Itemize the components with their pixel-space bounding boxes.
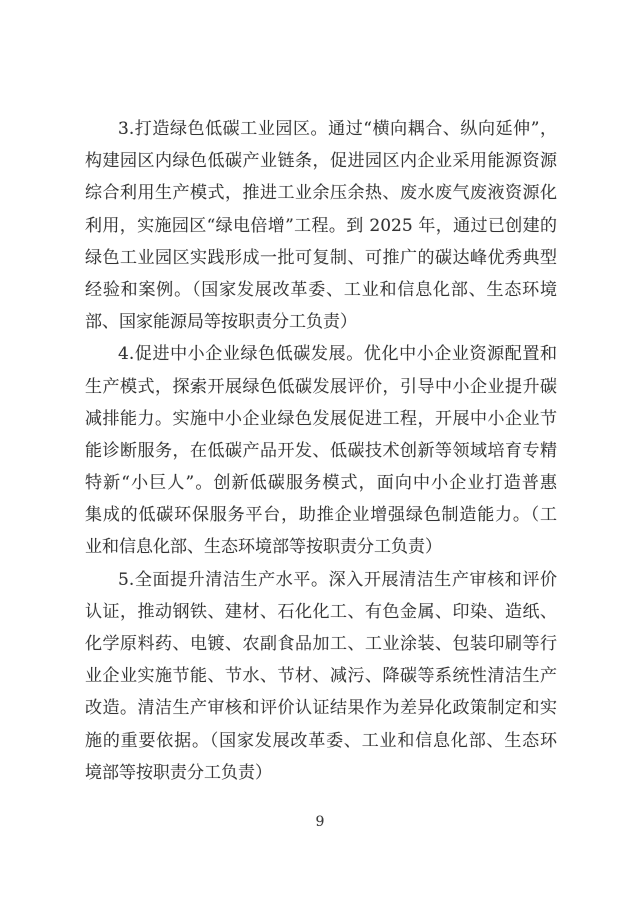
text-line: 业和信息化部、生态环境部等按职责分工负责） [85, 537, 442, 558]
paragraph-4 [85, 338, 557, 563]
text-line: 绿色工业园区实践形成一批可复制、可推广的碳达峰优秀典型 [85, 247, 557, 268]
text-line: 减排能力。实施中小企业绿色发展促进工程，开展中小企业节 [85, 408, 557, 429]
text-line: 特新“小巨人”。创新低碳服务模式，面向中小企业打造普惠 [85, 473, 557, 494]
text-line: 改造。清洁生产审核和评价认证结果作为差异化政策制定和实 [85, 698, 557, 719]
paragraph-5 [85, 564, 557, 789]
text-block [85, 113, 557, 789]
text-line: 生产模式，探索开展绿色低碳发展评价，引导中小企业提升碳 [85, 376, 557, 397]
text-line: 利用，实施园区“绿电倍增”工程。到 2025 年，通过已创建的 [85, 215, 557, 236]
text-line: 业企业实施节能、节水、节材、减污、降碳等系统性清洁生产 [85, 666, 557, 687]
text-line: 综合利用生产模式，推进工业余压余热、废水废气废液资源化 [85, 183, 557, 204]
page-number: 9 [315, 814, 325, 830]
text-line: 构建园区内绿色低碳产业链条，促进园区内企业采用能源资源 [85, 151, 557, 172]
text-line: 部、国家能源局等按职责分工负责） [85, 312, 357, 333]
text-line: 化学原料药、电镀、农副食品加工、工业涂装、包装印刷等行 [85, 634, 557, 654]
text-line: 5.全面提升清洁生产水平。深入开展清洁生产审核和评价 [118, 569, 557, 590]
text-line: 能诊断服务，在低碳产品开发、低碳技术创新等领域培育专精 [85, 440, 557, 461]
text-line: 3.打造绿色低碳工业园区。通过“横向耦合、纵向延伸”， [118, 119, 557, 139]
text-line: 经验和案例。（国家发展改革委、工业和信息化部、生态环境 [85, 279, 557, 300]
text-line: 施的重要依据。（国家发展改革委、工业和信息化部、生态环 [85, 730, 557, 751]
text-line: 4.促进中小企业绿色低碳发展。优化中小企业资源配置和 [118, 344, 557, 365]
text-line: 集成的低碳环保服务平台，助推企业增强绿色制造能力。（工 [85, 505, 557, 526]
text-line: 境部等按职责分工负责） [85, 762, 272, 783]
text-line: 认证，推动钢铁、建材、石化化工、有色金属、印染、造纸、 [85, 601, 557, 622]
paragraph-3 [85, 113, 557, 338]
